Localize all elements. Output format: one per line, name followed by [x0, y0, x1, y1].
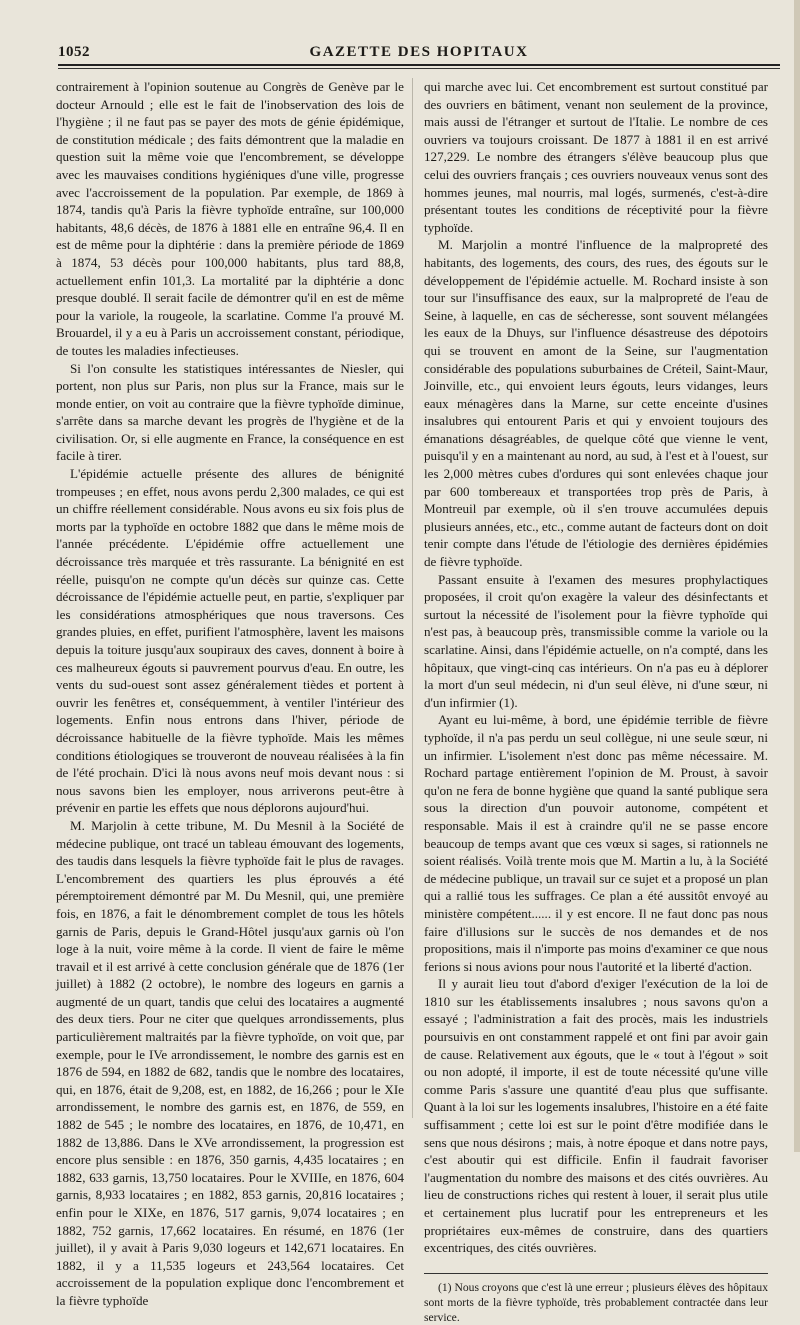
paragraph: M. Marjolin a montré l'influence de la malpropreté des habitants, des logements, des cours, des rues, des égouts sur le développement de l'épidémie actuelle. M. Rochard insiste à son tour sur l'insuffisance des eaux, sur la malpropreté de l'eau de Seine, à laquelle, en cas de sécheresse, sont souvent mélangées les eaux de la Dhuys, sur l'influence désastreuse des dépotoirs qui se trouvent en amont de la Seine, sur l'augmentation considérable des populations suburbaines de Créteil, Saint-Maur, Joinville, etc., qui envoient leurs égouts, leurs vidanges, leurs eaux ménagères dans la Marne, sur cette enceinte d'usines insalubres qui entourent Paris et qui y envoient toujours des émanations désagréables, de quelque côté que vienne le vent, puisqu'il y en a maintenant au nord, au sud, à l'est et à l'ouest, sur les 2,000 mètres cubes d'ordures qui sont enlevées chaque jour par 600 tombereaux et transportées trop près de Paris, à Montreuil par exemple, où il s'en trouve accumulées depuis plusieurs années, etc., etc., comme autant de facteurs dont on doit tenir compte dans l'étude de l'étiologie des dernières épidémies de fièvre typhoïde.	[424, 237, 768, 570]
paragraph: Il y aurait lieu tout d'abord d'exiger l'exécution de la loi de 1810 sur les établissements insalubres ; nous savons qu'on a essayé ; l'administration a fait des procès, mais les industriels poursuivis en ont constamment rappelé et ont fini par avoir gain de cause. Relativement aux égouts, que le « tout à l'égout » soit ou non adopté, il importe, il est de toute nécessité qu'une ville comme Paris s'assure une quantité d'eau plus que suffisante. Quant à la loi sur les logements insalubres, l'histoire en a été faite suffisamment ; cette loi est sur le point d'être modifiée dans le sens que nous désirons ; mais, à notre époque et dans notre pays, c'est aboutir qui est difficile. Enfin il faudrait favoriser l'augmentation du nombre des maisons et des cités ouvrières. Au lieu de constructions riches qui restent à louer, il serait plus utile et certainement plus lucratif pour les entrepreneurs et les propriétaires eux-mêmes de construire, dans des quartiers excentriques, des cités ouvrières.	[424, 976, 768, 1256]
footnote-rule	[424, 1273, 768, 1274]
page-header	[58, 44, 780, 62]
paragraph: M. Marjolin à cette tribune, M. Du Mesnil à la Société de médecine publique, ont tracé un tableau émouvant des logements, des taudis dans lesquels la fièvre typhoïde fait le plus de ravages. L'encombrement des quartiers les plus éprouvés a été péremptoirement démontré par M. Du Mesnil, qui, une première fois, en 1876, a fait le dénombrement complet de tous les hôtels garnis de Paris, depuis le Grand-Hôtel jusqu'aux garnis où l'on loge à la nuit, voire même à la corde. Il vient de faire le même travail et il est arrivé à cette conclusion générale que de 1876 (1er juillet) à 1882 (2 octobre), le nombre des logeurs en garnis a augmenté de un quart, tandis que celui des locataires a augmenté des deux tiers. Pour ne citer que quelques arrondissements, plus particulièrement maltraités par la fièvre typhoïde, on voit que, par exemple, pour le IVe arrondissement, le nombre des garnis est en 1876 de 594, en 1882 de 682, tandis que le nombre des locataires, qui, en 1876, était de 9,208, est, en 1882, de 16,266 ; pour le XIe arrondissement, le nombre des garnis est, en 1876, de 559, en 1882 de 545 ; le nombre des locataires, en 1876, de 10,471, en 1882 de 13,886. Dans le XVe arrondissement, la progression est encore plus sensible : en 1876, 350 garnis, 4,435 locataires ; en 1882, 633 garnis, 13,750 locataires. Pour le XVIIIe, en 1876, 604 garnis, 8,933 locataires ; en 1882, 853 garnis, 20,816 locataires ; enfin pour le XIXe, en 1876, 517 garnis, 9,074 locataires ; en 1882, 752 garnis, 17,662 locataires. En résumé, en 1876 (1er juillet), il y avait à Paris 9,030 logeurs et 142,671 locataires. En 1882, il y a 11,535 logeurs et 243,564 locataires. Cet accroissement de la population explique donc l'encombrement et la fièvre typhoïde	[56, 817, 404, 1308]
right-column	[424, 78, 768, 1325]
paragraph: contrairement à l'opinion soutenue au Congrès de Genève par le docteur Arnould ; elle est le fait de l'inobservation des lois de l'hygiène ; il ne faut pas se payer des mots de génie épidémique, de constitution médicale ; des faits démontrent que la maladie en question suit la même voie que l'encombrement, se développe avec les mauvaises conditions hygiéniques d'une ville, progresse avec l'accroissement de la population. Par exemple, de 1869 à 1874, tandis qu'à Paris la fièvre typhoïde entraîne, sur 100,000 habitants, 48,6 décès, de 1876 à 1881 elle en entraîne 96,4. Il en est de même pour la diphtérie : dans la première période de 1869 à 1874, 53 décès pour 100,000 habitants, plus tard 88,8, actuellement enfin 101,3. La mortalité par la diphtérie a donc presque doublé. Il serait facile de démontrer qu'il en est de même pour la variole, la rougeole, la scarlatine. Comme l'a prouvé M. Brouardel, il y a eu à Paris un accroissement constant, périodique, de toutes les maladies infectieuses.	[56, 79, 404, 358]
header-rule	[58, 64, 780, 66]
page-edge	[794, 0, 800, 1152]
paragraph: Ayant eu lui-même, à bord, une épidémie terrible de fièvre typhoïde, il n'a pas perdu un seul collègue, ni une seule sœur, ni un infirmier. L'isolement n'est donc pas même nécessaire. M. Rochard partage entièrement l'opinion de M. Proust, à savoir qu'on ne fera de bonne hygiène que quand la santé publique sera sous la direction d'un pouvoir autonome, compétent et responsable. Mais il est à craindre qu'il ne se passe encore beaucoup de temps avant que ces vœux si sages, si rationnels ne soient réalisés. Voilà trente mois que M. Martin a lu, à la Société de médecine publique, un travail sur ce sujet et a proposé un plan qui a rallié tous les suffrages. Ce plan a été aussitôt envoyé au ministère compétent...... il y est encore. Il ne faut donc pas nous faire d'illusions sur le succès de nos demandes et de nos propositions, mais il n'importe pas moins d'examiner ce que nous ferions si nous avions pour nous l'autorité et la liberté d'action.	[424, 712, 768, 974]
paragraph: qui marche avec lui. Cet encombrement est surtout constitué par des ouvriers en bâtiment, venant non seulement de la province, mais aussi de l'étranger et surtout de l'Italie. Le nombre de ces ouvriers va toujours croissant. De 1877 à 1881 il en est arrivé 127,229. Le nombre des étrangers s'élève beaucoup plus que celui des ouvriers français ; ces ouvriers nouveaux venus sont des hommes jeunes, mal nourris, mal logés, surmenés, c'est-à-dire présentant toutes les conditions de réceptivité pour la fièvre typhoïde.	[424, 79, 768, 235]
paragraph: Si l'on consulte les statistiques intéressantes de Niesler, qui portent, non plus sur Paris, non plus sur la France, mais sur le monde entier, on voit au contraire que la fièvre typhoïde diminue, s'arrête dans sa marche devant les progrès de l'hygiène et de la civilisation. Or, si elle augmente en France, la conséquence en est facile à tirer.	[56, 360, 404, 464]
footnote: (1) Nous croyons que c'est là une erreur ; plusieurs élèves des hôpitaux sont morts de la fièvre typhoïde, très probablement contractée dans leur service.	[424, 1280, 768, 1324]
column-divider	[412, 78, 413, 1118]
journal-title: GAZETTE DES HOPITAUX	[309, 44, 529, 60]
header-rule-thin	[58, 68, 780, 69]
left-column	[56, 78, 404, 1310]
paragraph: Passant ensuite à l'examen des mesures prophylactiques proposées, il croit qu'on exagère la valeur des désinfectants et surtout la nécessité de l'isolement pour la fièvre typhoïde qui n'est pas, à beaucoup près, transmissible comme la variole ou la scarlatine. Ainsi, dans l'épidémie actuelle, on n'a compté, dans les hôpitaux, que vingt-cinq cas intérieurs. On n'a pas eu à déplorer la mort d'un seul médecin, ni d'un seul élève, ni d'une sœur, ni d'un infirmier (1).	[424, 571, 768, 710]
paragraph: L'épidémie actuelle présente des allures de bénignité trompeuses ; en effet, nous avons perdu 2,300 malades, ce qui est un chiffre réellement considérable. Nous avons eu six fois plus de morts par la typhoïde en octobre 1882 que dans le même mois de l'année précédente. L'épidémie offre actuellement une décroissance très marquée et très rassurante. La bénignité en est réelle, puisqu'on ne compte qu'un décès sur quinze cas. Cette décroissance de l'épidémie actuelle peut, en partie, s'expliquer par les considérations atmosphériques que nous traversons. Ces grandes pluies, en effet, purifient l'atmosphère, lavent les maisons depuis la toiture jusqu'aux soupiraux des caves, donnent à boire à ces malheureux égouts si pauvrement pourvus d'eau. En outre, les vents du sud-ouest sont assez généralement tièdes et portent à ouvrir les fenêtres et, conséquemment, à ventiler l'intérieur des logements. Enfin nous entrons dans l'hiver, période de décroissance habituelle de la fièvre typhoïde. Mais les mêmes conditions étiologiques se trouveront de nouveau réalisées à la fin de l'été prochain. D'ici là nous avons neuf mois devant nous : si nous savons bien les employer, nous arriverons peut-être à prévenir en partie les effets que nous déplorons aujourd'hui.	[56, 466, 404, 816]
page-number: 1052	[58, 44, 90, 60]
